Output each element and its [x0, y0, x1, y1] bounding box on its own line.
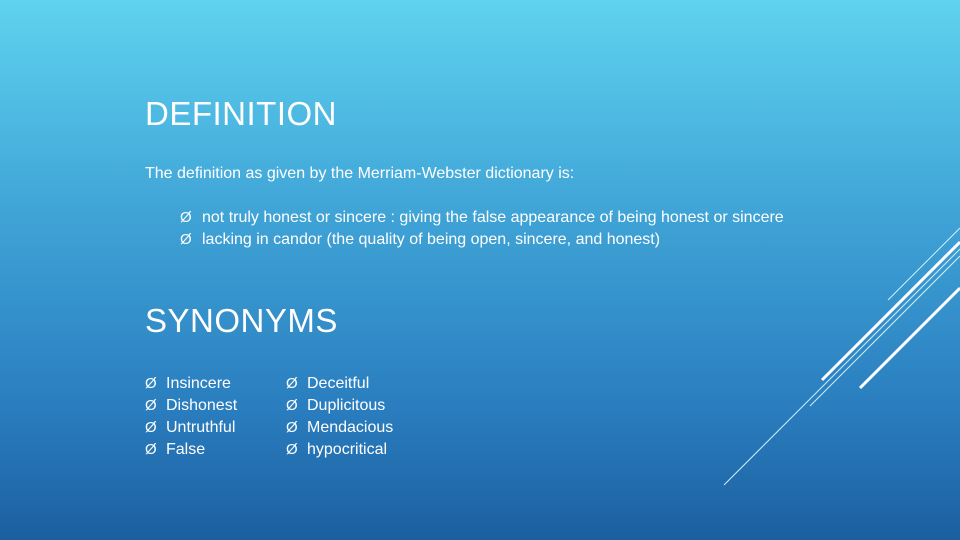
list-item	[145, 395, 237, 417]
arrowhead-bullet-icon: Ø	[145, 375, 157, 392]
synonyms-column-1	[145, 373, 237, 461]
synonym-text: Dishonest	[166, 397, 238, 414]
synonym-text: Duplicitous	[307, 397, 386, 414]
deco-line-thin-3	[724, 249, 960, 485]
list-item	[145, 417, 237, 439]
synonym-text: hypocritical	[307, 441, 388, 458]
list-item	[286, 417, 393, 439]
arrowhead-bullet-icon: Ø	[180, 231, 192, 248]
arrowhead-bullet-icon: Ø	[145, 419, 157, 436]
list-item	[286, 373, 393, 395]
synonym-text: False	[166, 441, 206, 458]
synonym-text: Mendacious	[307, 419, 394, 436]
definition-text: not truly honest or sincere : giving the false appearance of being honest or sincere	[202, 209, 784, 226]
list-item	[145, 373, 237, 395]
synonym-text: Untruthful	[166, 419, 236, 436]
arrowhead-bullet-icon: Ø	[286, 419, 298, 436]
deco-line-thin-2	[810, 256, 960, 406]
synonym-text: Deceitful	[307, 375, 370, 392]
deco-line-thin-1	[888, 228, 960, 300]
arrowhead-bullet-icon: Ø	[286, 375, 298, 392]
definition-intro: The definition as given by the Merriam-Webster dictionary is:	[145, 165, 575, 182]
synonyms-column-2	[286, 373, 393, 461]
deco-line-thick-1	[822, 242, 960, 380]
arrowhead-bullet-icon: Ø	[180, 209, 192, 226]
deco-line-thick-2	[860, 288, 960, 388]
definition-list	[180, 207, 820, 251]
list-item	[180, 229, 820, 251]
synonyms-title: SYNONYMS	[145, 302, 338, 339]
definition-title: DEFINITION	[145, 95, 337, 132]
arrowhead-bullet-icon: Ø	[286, 397, 298, 414]
list-item	[180, 207, 820, 229]
arrowhead-bullet-icon: Ø	[145, 441, 157, 458]
definition-text: lacking in candor (the quality of being open, sincere, and honest)	[202, 231, 661, 248]
arrowhead-bullet-icon: Ø	[145, 397, 157, 414]
list-item	[145, 439, 237, 461]
arrowhead-bullet-icon: Ø	[286, 441, 298, 458]
list-item	[286, 395, 393, 417]
synonym-text: Insincere	[166, 375, 231, 392]
list-item	[286, 439, 393, 461]
